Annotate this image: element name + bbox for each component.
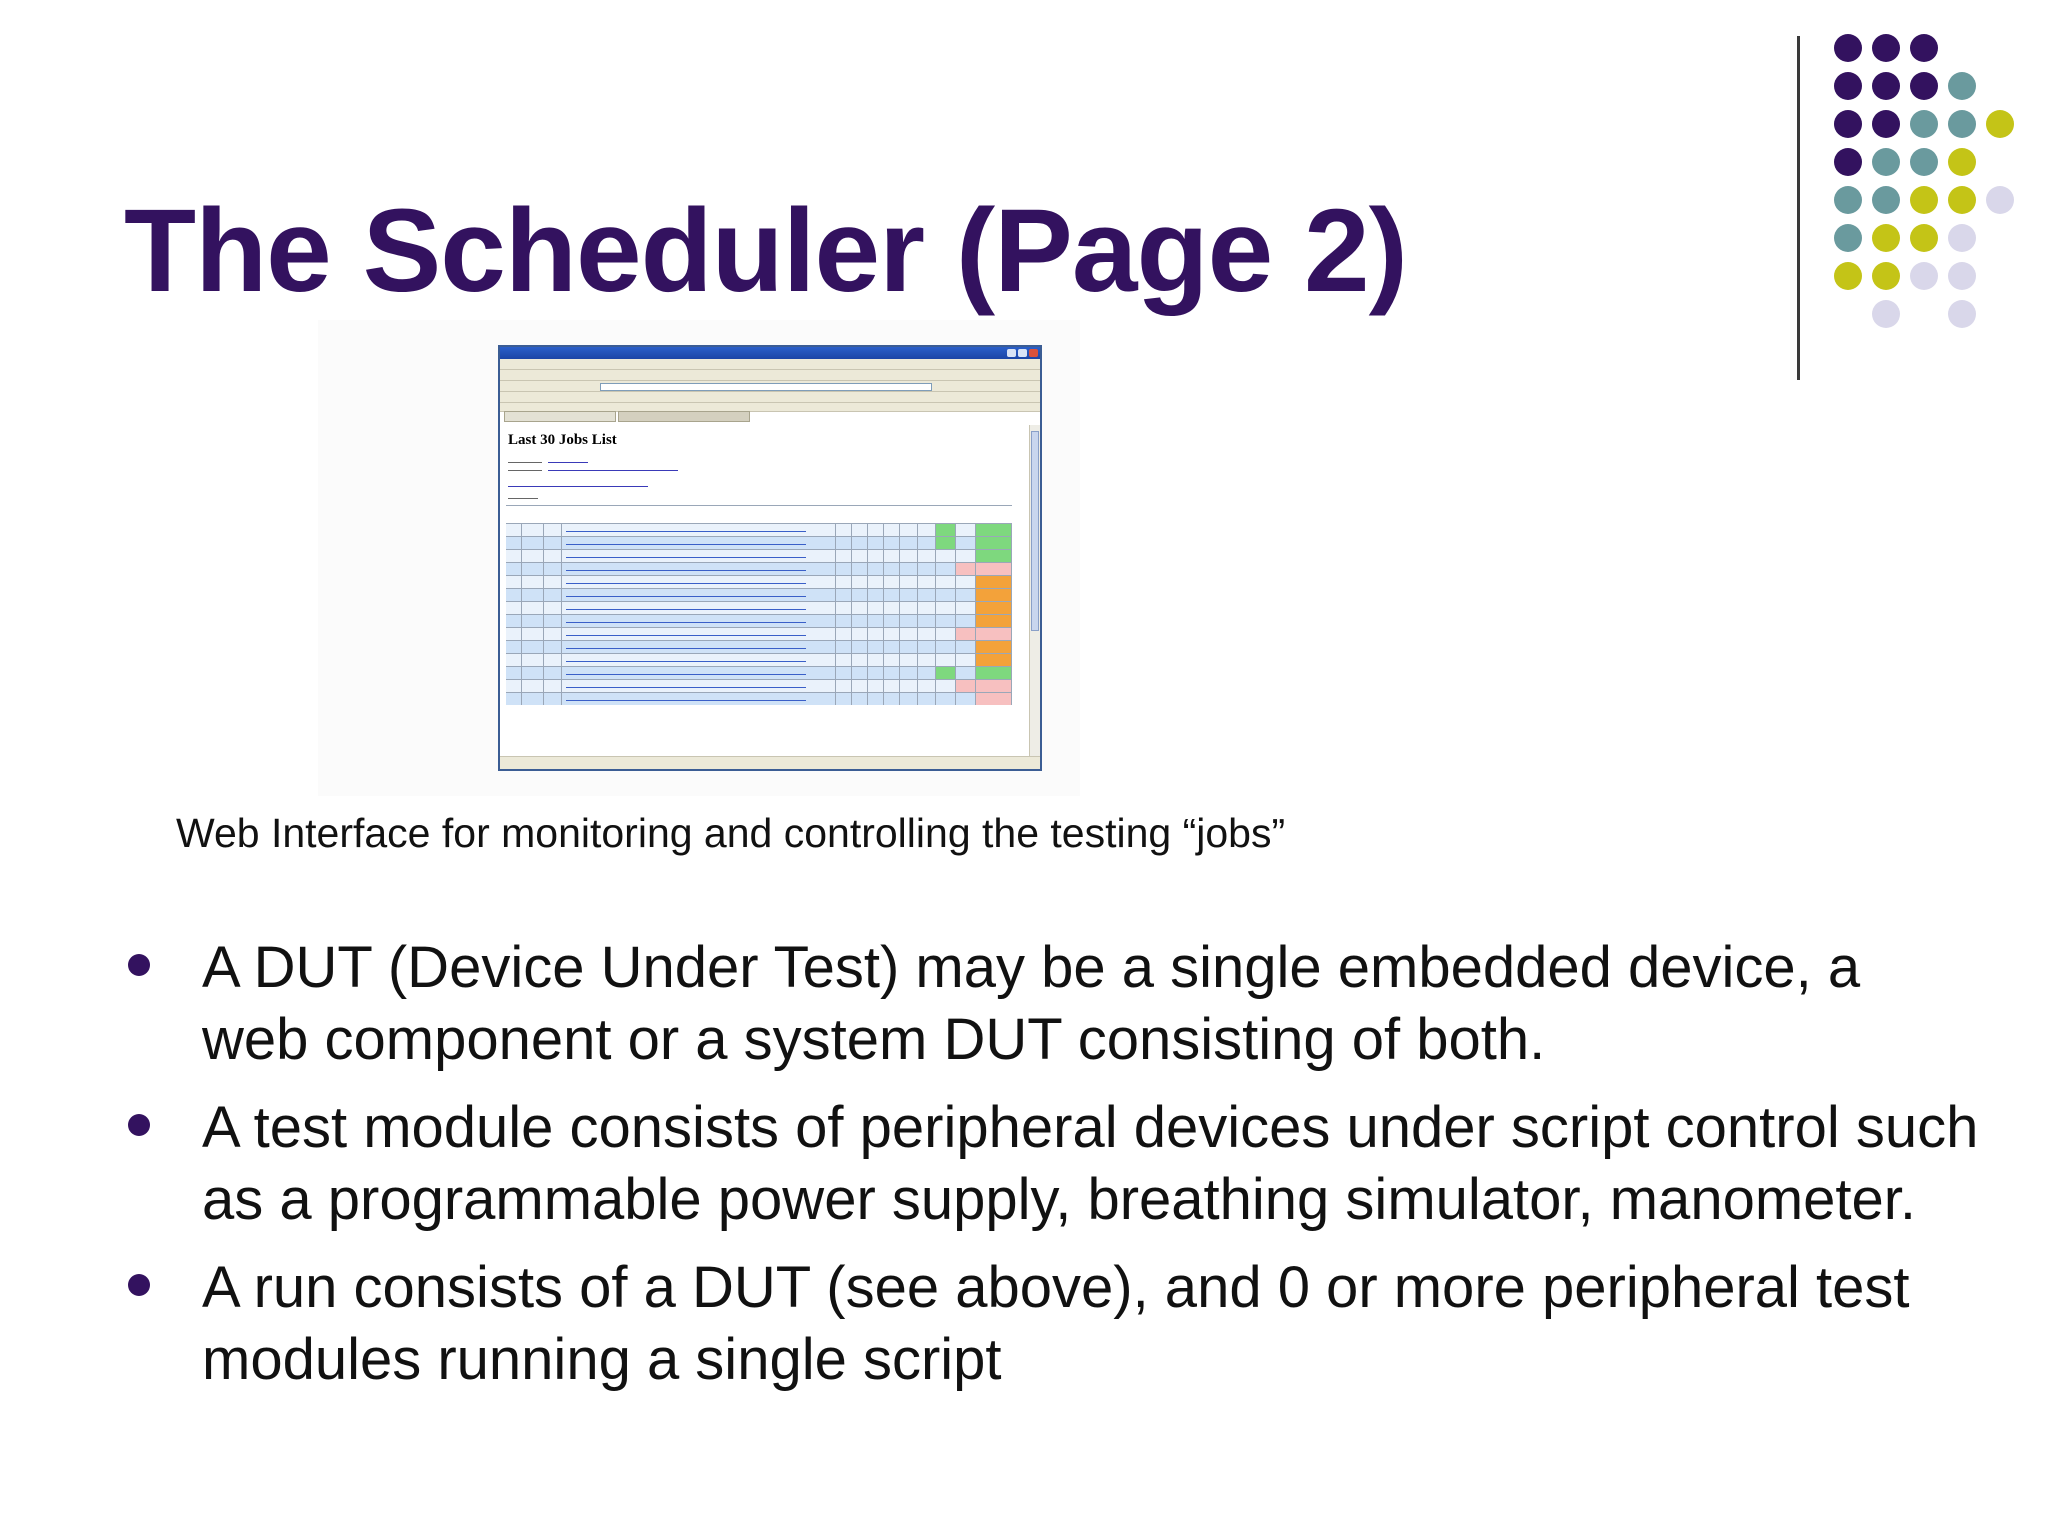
table-cell (852, 654, 868, 666)
table-cell (884, 550, 900, 562)
table-cell (562, 628, 836, 640)
table-cell (836, 628, 852, 640)
decorative-dot (1834, 72, 1862, 100)
browser-menubar (500, 359, 1040, 370)
table-cell (900, 667, 918, 679)
table-row (506, 653, 1012, 666)
table-row (506, 692, 1012, 705)
other-views-line (508, 467, 678, 473)
table-cell (868, 628, 884, 640)
table-cell (506, 589, 522, 601)
table-cell (852, 615, 868, 627)
table-cell (956, 680, 976, 692)
scrollbar-thumb (1031, 431, 1039, 631)
table-cell (852, 589, 868, 601)
table-cell (852, 550, 868, 562)
table-cell (836, 654, 852, 666)
table-cell (836, 641, 852, 653)
table-cell (868, 667, 884, 679)
table-cell (868, 615, 884, 627)
decorative-dot (1986, 110, 2014, 138)
table-cell (562, 576, 836, 588)
table-cell (836, 680, 852, 692)
table-cell (506, 602, 522, 614)
decorative-dot (1986, 186, 2014, 214)
table-cell (868, 589, 884, 601)
table-cell (956, 550, 976, 562)
table-cell (506, 641, 522, 653)
table-cell (522, 550, 544, 562)
table-cell (544, 667, 562, 679)
table-cell (544, 693, 562, 705)
table-cell (522, 576, 544, 588)
table-row (506, 588, 1012, 601)
table-cell (900, 589, 918, 601)
decorative-dot (1872, 186, 1900, 214)
decorative-dot (1948, 148, 1976, 176)
table-cell (976, 667, 1012, 679)
table-cell (522, 680, 544, 692)
decorative-dot (1834, 110, 1862, 138)
decorative-dot (1910, 148, 1938, 176)
table-cell (956, 667, 976, 679)
table-cell (884, 615, 900, 627)
table-cell (836, 537, 852, 549)
decorative-dot (1834, 34, 1862, 62)
decorative-dot (1872, 300, 1900, 328)
table-cell (900, 576, 918, 588)
table-cell (852, 628, 868, 640)
table-cell (956, 615, 976, 627)
table-cell (884, 524, 900, 536)
table-cell (900, 693, 918, 705)
address-field (600, 383, 932, 391)
table-cell (506, 667, 522, 679)
table-cell (884, 602, 900, 614)
browser-statusbar (500, 756, 1040, 769)
table-cell (936, 537, 956, 549)
decorative-dot (1910, 224, 1938, 252)
bullet-item (124, 1252, 1984, 1396)
table-cell (544, 576, 562, 588)
table-cell (976, 576, 1012, 588)
table-cell (868, 537, 884, 549)
table-cell (852, 693, 868, 705)
decorative-dot (1910, 72, 1938, 100)
table-cell (506, 654, 522, 666)
table-cell (884, 667, 900, 679)
table-cell (956, 589, 976, 601)
table-cell (562, 641, 836, 653)
table-cell (956, 654, 976, 666)
table-cell (918, 537, 936, 549)
table-cell (936, 602, 956, 614)
table-cell (900, 680, 918, 692)
embedded-web-screenshot (498, 345, 1042, 771)
table-cell (976, 654, 1012, 666)
decorative-dot (1872, 72, 1900, 100)
table-cell (918, 524, 936, 536)
table-cell (884, 563, 900, 575)
table-cell (836, 693, 852, 705)
decorative-dot (1834, 148, 1862, 176)
table-cell (976, 680, 1012, 692)
table-cell (836, 576, 852, 588)
table-cell (544, 615, 562, 627)
slide-title: The Scheduler (Page 2) (124, 185, 1407, 317)
table-cell (884, 537, 900, 549)
browser-toolbar (500, 370, 1040, 381)
bullet-item (124, 932, 1984, 1076)
browser-tab-active (504, 411, 616, 422)
refresh-link-line (508, 483, 648, 489)
table-cell (522, 589, 544, 601)
table-cell (956, 563, 976, 575)
table-cell (544, 589, 562, 601)
table-cell (562, 537, 836, 549)
table-cell (976, 602, 1012, 614)
table-cell (562, 693, 836, 705)
table-row (506, 614, 1012, 627)
table-cell (506, 693, 522, 705)
browser-titlebar (500, 347, 1040, 359)
table-cell (506, 628, 522, 640)
table-cell (522, 654, 544, 666)
table-cell (900, 641, 918, 653)
table-cell (562, 602, 836, 614)
table-cell (936, 667, 956, 679)
table-cell (852, 602, 868, 614)
decorative-dot (1834, 186, 1862, 214)
table-cell (918, 615, 936, 627)
table-cell (852, 576, 868, 588)
table-cell (956, 524, 976, 536)
decorative-dot (1910, 262, 1938, 290)
table-cell (868, 654, 884, 666)
table-cell (506, 550, 522, 562)
table-cell (562, 524, 836, 536)
table-cell (544, 628, 562, 640)
table-cell (918, 641, 936, 653)
decorative-dot (1872, 110, 1900, 138)
table-row (506, 640, 1012, 653)
table-cell (936, 654, 956, 666)
table-cell (562, 615, 836, 627)
table-cell (868, 576, 884, 588)
browser-searchbar (500, 392, 1040, 403)
table-row (506, 523, 1012, 536)
table-cell (900, 563, 918, 575)
jobs-table (506, 505, 1028, 757)
table-cell (562, 589, 836, 601)
minimize-icon (1007, 349, 1016, 357)
table-cell (562, 550, 836, 562)
table-cell (918, 576, 936, 588)
bullet-text: A run consists of a DUT (see above), and 0 or more peripheral test modules running a single script (202, 1255, 1910, 1392)
table-cell (506, 524, 522, 536)
table-cell (956, 576, 976, 588)
table-cell (976, 589, 1012, 601)
table-cell (956, 602, 976, 614)
decorative-dot (1872, 148, 1900, 176)
table-cell (868, 680, 884, 692)
table-cell (868, 641, 884, 653)
table-cell (976, 550, 1012, 562)
table-cell (936, 550, 956, 562)
table-cell (900, 550, 918, 562)
other-pages-line (508, 459, 598, 465)
table-cell (852, 641, 868, 653)
decorative-dot (1948, 224, 1976, 252)
table-cell (852, 563, 868, 575)
table-cell (868, 550, 884, 562)
table-cell (836, 602, 852, 614)
table-row (506, 549, 1012, 562)
table-cell (544, 524, 562, 536)
screenshot-caption: Web Interface for monitoring and controlling the testing “jobs” (176, 810, 1286, 856)
table-cell (918, 654, 936, 666)
table-cell (544, 563, 562, 575)
table-cell (900, 628, 918, 640)
table-row (506, 601, 1012, 614)
decorative-dot (1872, 262, 1900, 290)
table-row (506, 627, 1012, 640)
table-cell (918, 693, 936, 705)
table-cell (900, 602, 918, 614)
bullet-item (124, 1092, 1984, 1236)
table-cell (956, 628, 976, 640)
table-cell (900, 537, 918, 549)
table-cell (522, 602, 544, 614)
table-cell (544, 654, 562, 666)
table-cell (918, 550, 936, 562)
table-cell (918, 628, 936, 640)
table-cell (976, 524, 1012, 536)
table-cell (884, 589, 900, 601)
table-cell (868, 602, 884, 614)
table-cell (936, 628, 956, 640)
table-cell (884, 641, 900, 653)
decorative-dot (1948, 262, 1976, 290)
table-label-line (508, 495, 538, 501)
table-cell (936, 693, 956, 705)
table-cell (544, 602, 562, 614)
table-cell (836, 524, 852, 536)
table-cell (522, 524, 544, 536)
table-row (506, 679, 1012, 692)
table-cell (868, 524, 884, 536)
page-content (504, 425, 1030, 757)
table-cell (936, 680, 956, 692)
decorative-dot (1834, 262, 1862, 290)
table-header-row (506, 505, 1012, 524)
table-cell (506, 615, 522, 627)
table-row (506, 562, 1012, 575)
table-cell (884, 576, 900, 588)
table-cell (836, 589, 852, 601)
table-cell (522, 641, 544, 653)
bullet-list (124, 932, 1984, 1412)
table-cell (884, 654, 900, 666)
table-cell (936, 615, 956, 627)
table-cell (836, 667, 852, 679)
browser-tab (618, 411, 750, 422)
bullet-text: A DUT (Device Under Test) may be a single embedded device, a web component or a system DUT consisting of both. (202, 935, 1861, 1072)
table-cell (956, 537, 976, 549)
table-cell (976, 641, 1012, 653)
decorative-dot (1948, 186, 1976, 214)
table-cell (544, 680, 562, 692)
divider-line (1797, 36, 1800, 380)
table-cell (544, 537, 562, 549)
table-cell (976, 628, 1012, 640)
decorative-dot (1872, 224, 1900, 252)
decorative-dot (1948, 72, 1976, 100)
table-cell (506, 680, 522, 692)
bullet-text: A test module consists of peripheral devices under script control such as a programmable power supply, breathing simulator, manometer. (202, 1095, 1979, 1232)
table-cell (936, 589, 956, 601)
table-cell (936, 563, 956, 575)
table-cell (562, 680, 836, 692)
table-cell (884, 680, 900, 692)
table-cell (522, 563, 544, 575)
jobs-list-heading: Last 30 Jobs List (508, 432, 617, 448)
table-cell (936, 641, 956, 653)
browser-addressbar (500, 381, 1040, 392)
table-cell (956, 641, 976, 653)
table-cell (506, 563, 522, 575)
table-row (506, 575, 1012, 588)
table-cell (976, 693, 1012, 705)
table-cell (884, 693, 900, 705)
table-cell (562, 667, 836, 679)
table-cell (918, 589, 936, 601)
table-cell (506, 576, 522, 588)
table-cell (522, 537, 544, 549)
table-cell (884, 628, 900, 640)
table-cell (918, 563, 936, 575)
table-row (506, 536, 1012, 549)
bullet-dot-icon (128, 1114, 150, 1136)
table-cell (852, 524, 868, 536)
table-cell (936, 524, 956, 536)
decorative-dot (1910, 34, 1938, 62)
table-cell (522, 667, 544, 679)
table-cell (522, 693, 544, 705)
table-cell (852, 667, 868, 679)
table-cell (976, 563, 1012, 575)
close-icon (1029, 349, 1038, 357)
table-cell (936, 576, 956, 588)
table-cell (918, 602, 936, 614)
table-cell (900, 524, 918, 536)
table-cell (918, 667, 936, 679)
table-row (506, 666, 1012, 679)
decorative-dot (1910, 186, 1938, 214)
table-cell (852, 680, 868, 692)
table-cell (562, 654, 836, 666)
table-cell (836, 615, 852, 627)
table-cell (900, 654, 918, 666)
table-cell (976, 537, 1012, 549)
table-cell (522, 615, 544, 627)
bullet-dot-icon (128, 954, 150, 976)
table-cell (544, 550, 562, 562)
table-cell (544, 641, 562, 653)
table-cell (836, 550, 852, 562)
table-cell (868, 693, 884, 705)
table-cell (900, 615, 918, 627)
table-cell (852, 537, 868, 549)
table-cell (976, 615, 1012, 627)
table-cell (918, 680, 936, 692)
decorative-dot (1948, 300, 1976, 328)
decorative-dot (1910, 110, 1938, 138)
table-cell (562, 563, 836, 575)
decorative-dot (1872, 34, 1900, 62)
bullet-dot-icon (128, 1274, 150, 1296)
table-cell (868, 563, 884, 575)
table-cell (836, 563, 852, 575)
decorative-dot (1834, 224, 1862, 252)
table-cell (956, 693, 976, 705)
decorative-dot (1948, 110, 1976, 138)
table-cell (506, 537, 522, 549)
table-cell (522, 628, 544, 640)
maximize-icon (1018, 349, 1027, 357)
